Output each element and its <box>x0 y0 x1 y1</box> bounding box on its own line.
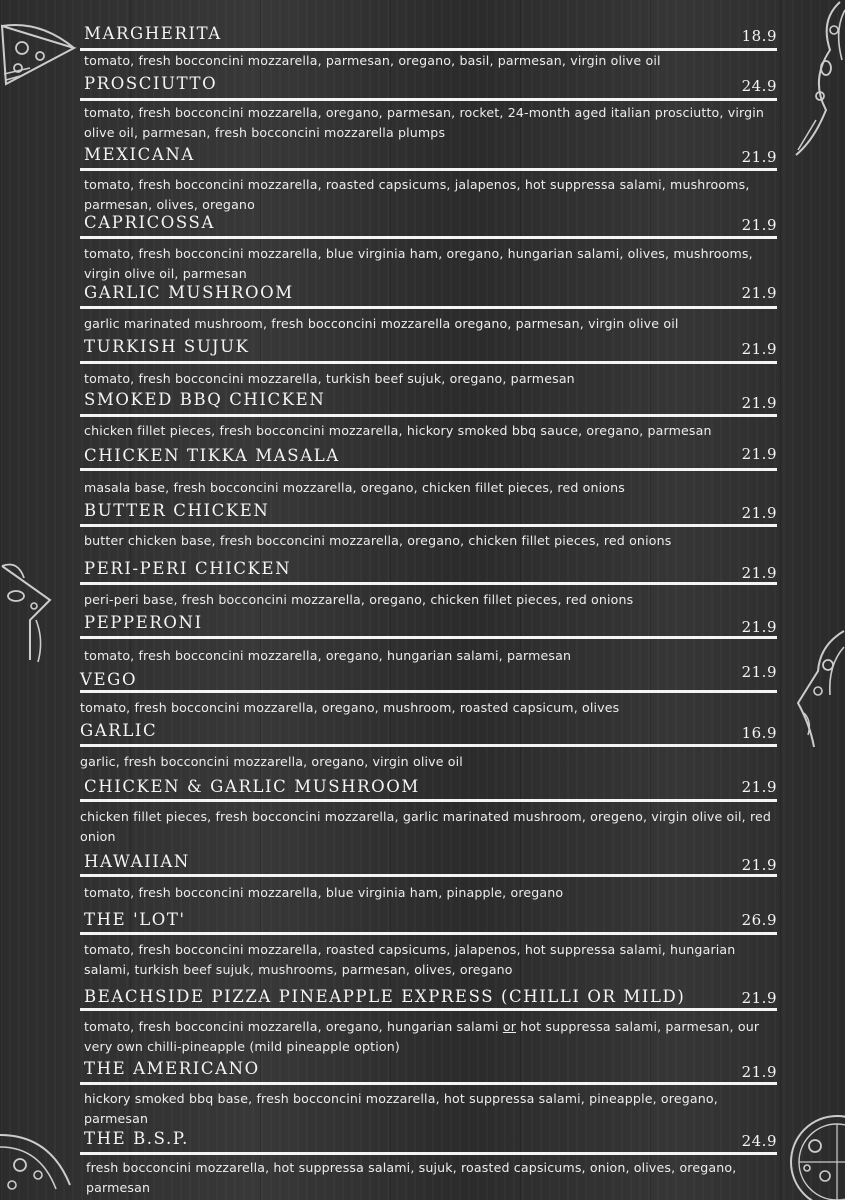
divider-rule <box>80 361 777 364</box>
item-price: 21.9 <box>741 989 777 1007</box>
divider-rule <box>80 1082 777 1085</box>
item-price: 21.9 <box>741 856 777 874</box>
item-price: 24.9 <box>741 77 777 95</box>
description-part: tomato, fresh bocconcini mozzarella, oregano, hungarian salami <box>84 1019 503 1034</box>
item-price: 21.9 <box>741 216 777 234</box>
divider-rule <box>80 168 777 171</box>
divider-rule <box>80 932 777 935</box>
item-description: tomato, fresh bocconcini mozzarella, oregano, parmesan, rocket, 24-month aged italian prosciutto, virgin olive oil, parmesan, fresh bocconcini mozzarella plumps <box>84 105 764 140</box>
description-part: hot suppressa salami, parmesan, our very own chilli-pineapple (mild pineapple option) <box>84 1019 760 1054</box>
item-price: 21.9 <box>741 778 777 796</box>
item-description: tomato, fresh bocconcini mozzarella, parmesan, oregano, basil, parmesan, virgin olive oil <box>84 53 661 68</box>
item-price: 21.9 <box>741 340 777 358</box>
item-price: 21.9 <box>741 618 777 636</box>
item-price: 21.9 <box>741 663 777 681</box>
item-description: masala base, fresh bocconcini mozzarella, oregano, chicken fillet pieces, red onions <box>84 480 626 495</box>
item-price: 21.9 <box>741 394 777 412</box>
underlined-or: or <box>502 1019 517 1034</box>
item-name: THE B.S.P. <box>84 1129 190 1148</box>
divider-rule <box>80 236 777 239</box>
item-description <box>84 1017 784 1056</box>
item-description: garlic, fresh bocconcini mozzarella, oregano, virgin olive oil <box>80 754 463 769</box>
item-price: 21.9 <box>741 445 777 463</box>
divider-rule <box>80 524 777 527</box>
divider-rule <box>80 744 777 747</box>
item-name: GARLIC MUSHROOM <box>84 283 294 302</box>
item-name: THE 'LOT' <box>84 910 186 929</box>
divider-rule <box>80 98 777 101</box>
pizza-slice-icon <box>0 560 55 665</box>
item-name: SMOKED BBQ CHICKEN <box>84 390 326 409</box>
item-name: BEACHSIDE PIZZA PINEAPPLE EXPRESS (CHILLI OR MILD) <box>84 987 686 1006</box>
item-price: 21.9 <box>741 1063 777 1081</box>
divider-rule <box>80 690 777 693</box>
pizza-icon <box>0 1125 75 1200</box>
item-name: CAPRICOSSA <box>84 213 215 232</box>
item-description: chicken fillet pieces, fresh bocconcini mozzarella, garlic marinated mushroom, oregeno, virgin olive oil, red onion <box>80 809 772 844</box>
pizza-slice-icon <box>790 625 845 750</box>
item-name: HAWAIIAN <box>84 852 190 871</box>
item-price: 21.9 <box>741 148 777 166</box>
item-description: garlic marinated mushroom, fresh bocconcini mozzarella oregano, parmesan, virgin olive oil <box>84 316 679 331</box>
item-name: TURKISH SUJUK <box>84 337 250 356</box>
item-name: PEPPERONI <box>84 613 203 632</box>
item-description: hickory smoked bbq base, fresh bocconcini mozzarella, hot suppressa salami, pineapple, oregano, parmesan <box>84 1091 718 1126</box>
item-name: CHICKEN TIKKA MASALA <box>84 446 340 465</box>
item-description: peri-peri base, fresh bocconcini mozzarella, oregano, chicken fillet pieces, red onions <box>84 592 634 607</box>
item-price: 18.9 <box>741 27 777 45</box>
item-description: fresh bocconcini mozzarella, hot suppressa salami, sujuk, roasted capsicums, onion, olives, oregano, parmesan <box>86 1160 737 1195</box>
divider-rule <box>80 468 777 471</box>
item-description: tomato, fresh bocconcini mozzarella, roasted capsicums, jalapenos, hot suppressa salami, mushrooms, parmesan, olives, oregano <box>84 177 750 212</box>
item-price: 16.9 <box>741 724 777 742</box>
item-description: butter chicken base, fresh bocconcini mozzarella, oregano, chicken fillet pieces, red onions <box>84 533 672 548</box>
divider-rule <box>80 1152 777 1155</box>
item-name: MEXICANA <box>84 145 195 164</box>
item-description: tomato, fresh bocconcini mozzarella, roasted capsicums, jalapenos, hot suppressa salami, hungarian salami, turkish beef sujuk, mushrooms, parmesan, olives, oregano <box>84 942 736 977</box>
item-description: tomato, fresh bocconcini mozzarella, oregano, mushroom, roasted capsicum, olives <box>80 700 620 715</box>
divider-rule <box>80 306 777 309</box>
item-name: PROSCIUTTO <box>84 74 218 93</box>
item-name: VEGO <box>80 670 138 689</box>
item-name: PERI-PERI CHICKEN <box>84 559 292 578</box>
item-name: CHICKEN & GARLIC MUSHROOM <box>84 777 420 796</box>
divider-rule <box>80 799 777 802</box>
divider-rule <box>80 1008 777 1011</box>
item-price: 21.9 <box>741 564 777 582</box>
item-name: THE AMERICANO <box>84 1059 260 1078</box>
item-name: BUTTER CHICKEN <box>84 501 270 520</box>
item-price: 21.9 <box>741 284 777 302</box>
item-name: MARGHERITA <box>84 24 222 43</box>
item-description: tomato, fresh bocconcini mozzarella, blue virginia ham, pinapple, oregano <box>84 885 564 900</box>
item-price: 26.9 <box>741 911 777 929</box>
item-price: 24.9 <box>741 1132 777 1150</box>
pizza-slice-icon <box>0 18 80 88</box>
divider-rule <box>80 414 777 417</box>
pizza-slice-icon <box>790 0 845 160</box>
divider-rule <box>80 582 777 585</box>
item-description: chicken fillet pieces, fresh bocconcini mozzarella, hickory smoked bbq sauce, oregano, parmesan <box>84 423 712 438</box>
divider-rule <box>80 874 777 877</box>
item-name: GARLIC <box>80 721 158 740</box>
divider-rule <box>80 636 777 639</box>
item-description: tomato, fresh bocconcini mozzarella, oregano, hungarian salami, parmesan <box>84 648 572 663</box>
item-description: tomato, fresh bocconcini mozzarella, turkish beef sujuk, oregano, parmesan <box>84 371 575 386</box>
item-price: 21.9 <box>741 504 777 522</box>
item-description: tomato, fresh bocconcini mozzarella, blue virginia ham, oregano, hungarian salami, olives, mushrooms, virgin olive oil, parmesan <box>84 246 753 281</box>
